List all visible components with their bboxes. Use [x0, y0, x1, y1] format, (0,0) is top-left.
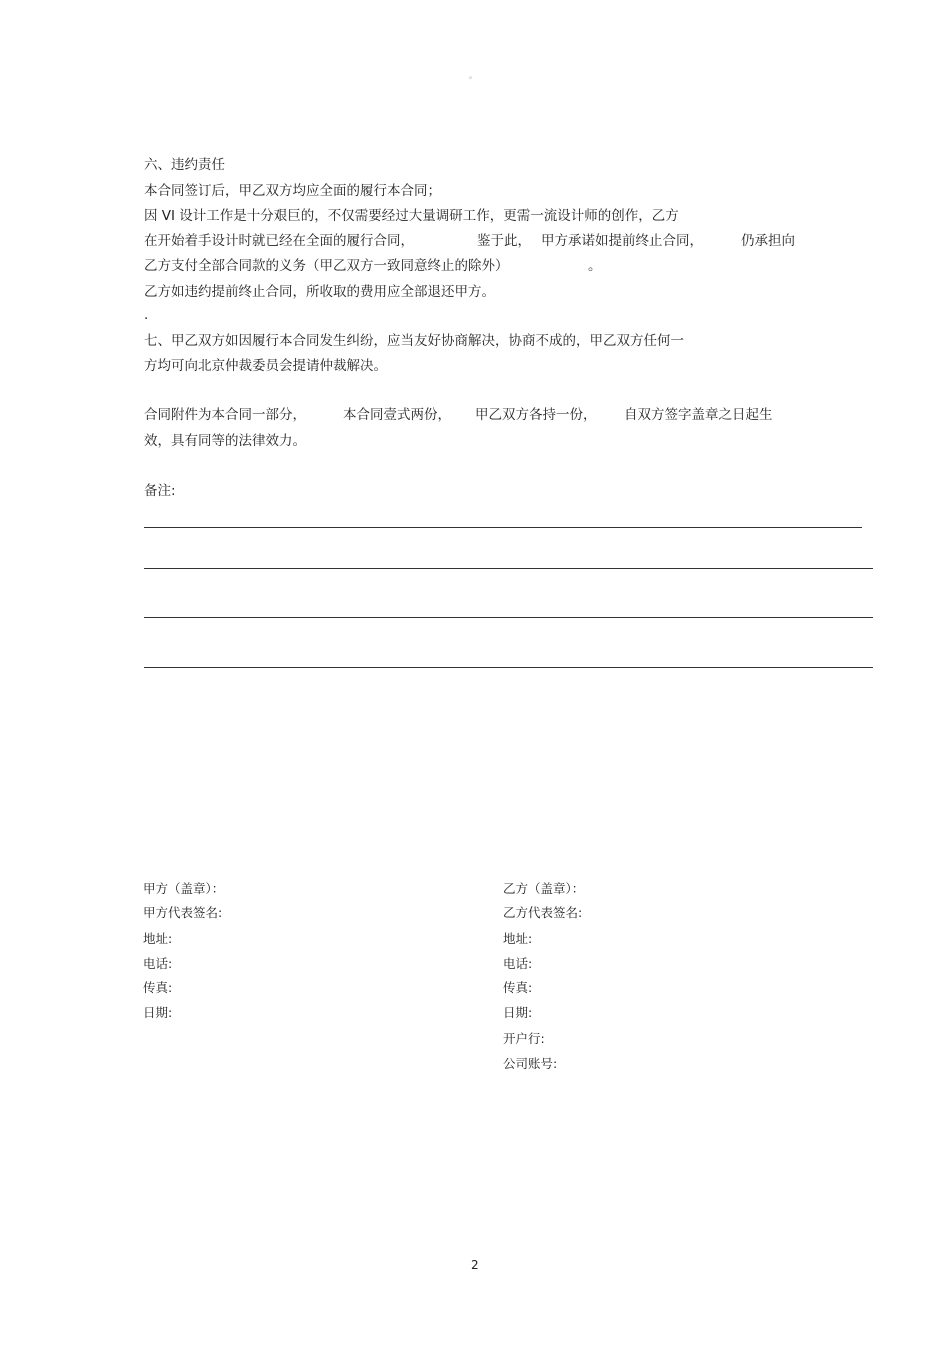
section-6-line-4a: 乙方支付全部合同款的义务（甲乙双方一致同意终止的除外）	[144, 258, 509, 274]
appendix-line-1a: 合同附件为本合同一部分，	[144, 407, 306, 423]
party-b-rep-signature: 乙方代表签名:	[503, 905, 583, 920]
section-6-line-3b: 鉴于此，	[477, 233, 531, 249]
party-a-fax: 传真:	[143, 980, 173, 995]
party-b-fax: 传真:	[503, 980, 533, 995]
section-6-line-1: 本合同签订后，甲乙双方均应全面的履行本合同；	[144, 183, 441, 199]
appendix-line-1b: 本合同壹式两份，	[343, 407, 451, 423]
party-a-seal: 甲方（盖章）：	[143, 881, 225, 896]
stray-dot: .	[144, 307, 149, 323]
remarks-line-1	[144, 527, 862, 528]
party-b-address: 地址:	[503, 931, 533, 946]
page-number: 2	[471, 1258, 479, 1272]
section-7-line-1: 七、甲乙双方如因履行本合同发生纠纷，应当友好协商解决，协商不成的，甲乙双方任何一	[144, 333, 684, 349]
section-6-line-3d: 仍承担向	[741, 233, 795, 249]
remarks-line-3	[144, 617, 873, 618]
section-6-line-4b: 。	[588, 258, 602, 274]
section-6-line-2: 因 VI 设计工作是十分艰巨的，不仅需要经过大量调研工作，更需一流设计师的创作，乙方	[144, 208, 679, 224]
remarks-label: 备注:	[144, 483, 176, 499]
appendix-line-1c: 甲乙双方各持一份，	[475, 407, 597, 423]
header-mark: 。	[469, 71, 477, 80]
party-a-phone: 电话:	[143, 956, 173, 971]
section-6-line-3a: 在开始着手设计时就已经在全面的履行合同，	[144, 233, 414, 249]
section-6-line-3c: 甲方承诺如提前终止合同，	[541, 233, 703, 249]
section-6-line-5: 乙方如违约提前终止合同，所收取的费用应全部退还甲方。	[144, 284, 495, 300]
party-b-bank: 开户行:	[503, 1031, 545, 1046]
party-a-address: 地址:	[143, 931, 173, 946]
section-7-line-2: 方均可向北京仲裁委员会提请仲裁解决。	[144, 358, 387, 374]
party-a-rep-signature: 甲方代表签名:	[143, 905, 223, 920]
section-6-title: 六、违约责任	[144, 157, 225, 173]
remarks-line-2	[144, 568, 873, 569]
party-b-date: 日期:	[503, 1005, 533, 1020]
appendix-line-2: 效，具有同等的法律效力。	[144, 433, 306, 449]
party-b-phone: 电话:	[503, 956, 533, 971]
party-b-seal: 乙方（盖章）：	[503, 881, 585, 896]
remarks-line-4	[144, 667, 873, 668]
party-a-date: 日期:	[143, 1005, 173, 1020]
party-b-account: 公司账号:	[503, 1056, 558, 1071]
appendix-line-1d: 自双方签字盖章之日起生	[624, 407, 773, 423]
